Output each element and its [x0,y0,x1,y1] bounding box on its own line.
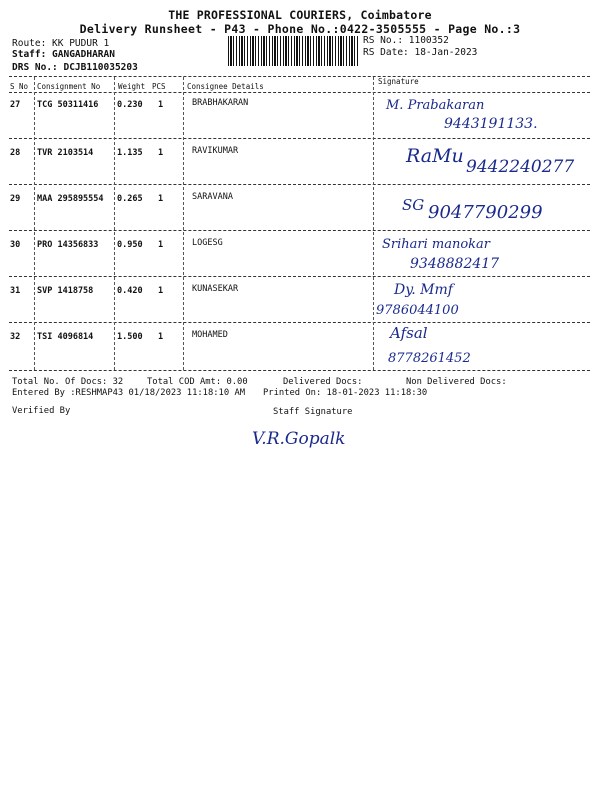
col-header-sno: S No [10,82,29,91]
printed-on: Printed On: 18-01-2023 11:18:30 [263,388,428,398]
svg-text:9442240277: 9442240277 [466,157,575,177]
row-consignment: TVR 2103514 [37,148,94,158]
route-label: Route: KK PUDUR 1 [12,38,110,49]
row-pcs: 1 [158,100,164,110]
row-weight: 1.135 [117,148,143,158]
signature-image [380,232,580,274]
row-sno: 32 [10,332,21,342]
total-cod-amount: Total COD Amt: 0.00 [147,377,248,387]
col-header-pcs: PCS [152,82,166,91]
row-weight: 1.500 [117,332,143,342]
company-title: THE PROFESSIONAL COURIERS, Coimbatore [168,8,432,22]
row-consignee: SARAVANA [192,192,233,202]
row-divider [9,230,590,231]
row-weight: 0.950 [117,240,143,250]
col-header-consignee: Consignee Details [187,82,264,91]
delivered-docs: Delivered Docs: [283,377,363,387]
row-consignment: SVP 1418758 [37,286,94,296]
signature-image [400,188,590,228]
svg-text:9443191133.: 9443191133. [444,116,538,132]
total-docs: Total No. Of Docs: 32 [12,377,124,387]
row-divider [9,138,590,139]
svg-text:Srihari manokar: Srihari manokar [382,237,491,252]
row-weight: 0.420 [117,286,143,296]
row-sno: 27 [10,100,21,110]
signature-image [374,278,574,320]
svg-text:M. Prabakaran: M. Prabakaran [386,98,485,113]
svg-text:9348882417: 9348882417 [410,256,500,272]
row-sno: 29 [10,194,21,204]
row-pcs: 1 [158,148,164,158]
rs-number: RS No.: 1100352 [363,35,449,46]
row-consignee: KUNASEKAR [192,284,239,294]
signature-image [386,322,576,368]
row-sno: 31 [10,286,21,296]
svg-text:RaMu: RaMu [406,145,464,167]
row-pcs: 1 [158,194,164,204]
signature-image [384,95,584,135]
row-consignee: BRABHAKARAN [192,98,249,108]
table-bottom-rule [9,370,590,371]
svg-text:9047790299: 9047790299 [428,202,543,223]
drs-number: DRS No.: DCJB110035203 [12,62,138,73]
rs-date: RS Date: 18-Jan-2023 [363,47,478,58]
staff-label: Staff: GANGADHARAN [12,49,115,60]
svg-text:9786044100: 9786044100 [376,303,459,318]
row-consignee: RAVIKUMAR [192,146,239,156]
col-header-weight: Weight [118,82,146,91]
column-separator [34,77,35,370]
column-separator [183,77,184,370]
svg-text:V.R.Gopalk: V.R.Gopalk [252,429,346,449]
table-header-rule [9,92,590,93]
svg-text:Dy. Mmf: Dy. Mmf [394,282,453,298]
row-weight: 0.265 [117,194,143,204]
row-consignment: TCG 50311416 [37,100,99,110]
column-separator [373,77,374,370]
row-divider [9,184,590,185]
column-separator [114,77,115,370]
svg-text:Afsal: Afsal [390,324,428,342]
barcode [228,36,360,66]
svg-text:8778261452: 8778261452 [388,351,471,366]
row-pcs: 1 [158,286,164,296]
verified-by-label: Verified By [12,406,71,416]
staff-signature-image [250,422,380,454]
row-sno: 28 [10,148,21,158]
row-sno: 30 [10,240,21,250]
runsheet-subtitle: Delivery Runsheet - P43 - Phone No.:0422-3505555 - Page No.:3 [79,22,521,36]
signature-image [404,140,590,182]
col-header-consignment: Consignment No [37,82,101,91]
svg-text:SG: SG [402,196,425,214]
row-pcs: 1 [158,240,164,250]
non-delivered-docs: Non Delivered Docs: [406,377,507,387]
row-consignee: MOHAMED [192,330,228,340]
row-consignment: PRO 14356833 [37,240,99,250]
row-consignee: LOGESG [192,238,223,248]
row-consignment: TSI 4096814 [37,332,94,342]
row-weight: 0.230 [117,100,143,110]
entered-by: Entered By :RESHMAP43 01/18/2023 11:18:10 AM [12,388,246,398]
row-consignment: MAA 295895554 [37,194,104,204]
staff-signature-label: Staff Signature [273,407,353,417]
col-header-signature: Signature [378,77,419,86]
row-divider [9,276,590,277]
table-top-rule [9,76,590,77]
row-pcs: 1 [158,332,164,342]
